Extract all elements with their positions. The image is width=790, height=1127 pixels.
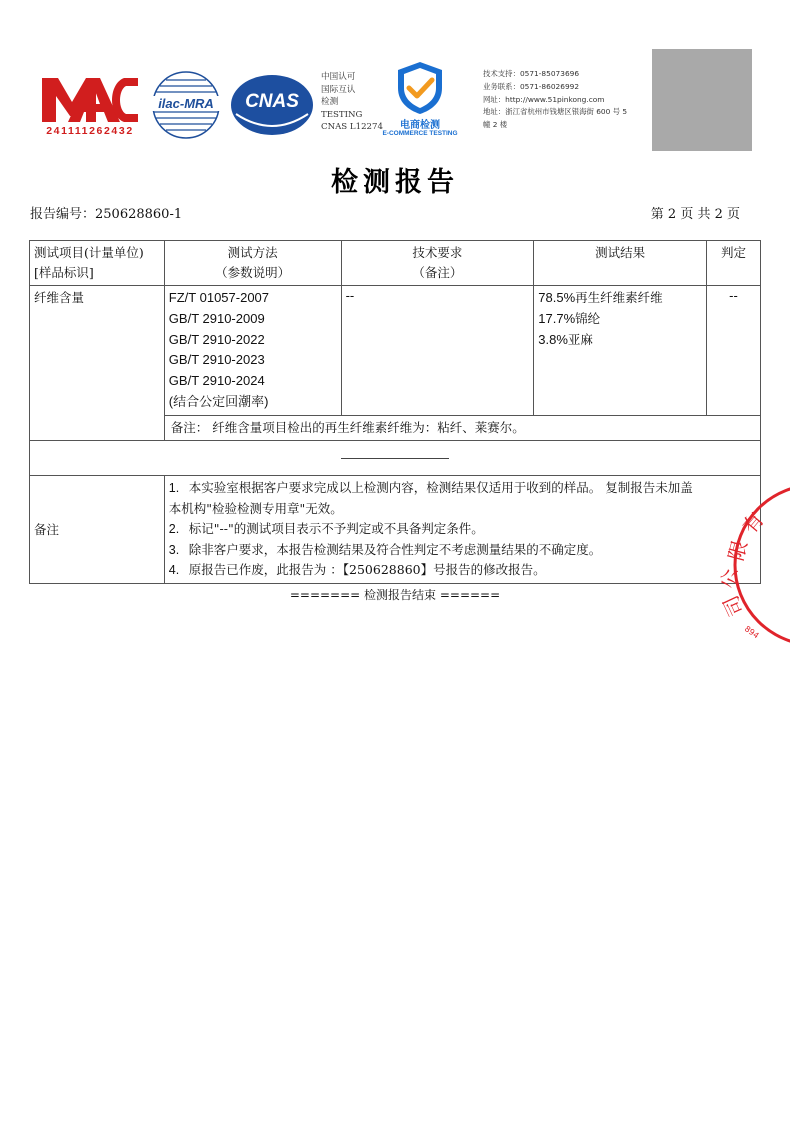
- header-judgement: 判定: [707, 241, 761, 286]
- table-header-row: [30, 241, 761, 286]
- report-end-line: ======= 检测报告结束 ======: [289, 588, 501, 602]
- cma-code: 241111262432: [46, 125, 134, 137]
- method-note: (结合公定回潮率): [168, 393, 269, 409]
- seal-stamp-icon: [700, 480, 790, 650]
- result-line: 17.7%锦纶: [538, 310, 601, 326]
- remark-line: 2. 标记"--"的测试项目表示不予判定或不具备判定条件。: [168, 521, 484, 536]
- svg-text:限: 限: [723, 537, 753, 564]
- cnas-accreditation-info: 中国认可 国际互认 检测 TESTING CNAS L12274: [321, 72, 383, 133]
- method-line: GB/T 2910-2024: [168, 373, 265, 389]
- cma-logo: [38, 70, 142, 138]
- cell-item: 纤维含量: [30, 286, 165, 441]
- company-seal: [700, 480, 790, 650]
- remark-line: 4. 原报告已作废，此报告为 ：【250628860】号报告的修改报告。: [168, 562, 546, 577]
- redacted-photo: [652, 49, 752, 151]
- ecommerce-logo-cn: 电商检测: [400, 120, 440, 131]
- ilac-logo-text: ilac-MRA: [150, 96, 222, 111]
- svg-text:有: 有: [737, 507, 769, 539]
- ilac-mra-logo: [150, 70, 222, 140]
- page-number: 第 2 页 共 2 页: [650, 207, 740, 222]
- contact-address-line2: 幢 2 楼: [483, 120, 508, 130]
- header-result: 测试结果: [534, 241, 707, 286]
- cnas-logo-text: CNAS: [245, 91, 299, 112]
- contact-business: 业务联系：0571-86026992: [483, 81, 580, 91]
- header-item: 测试项目(计量单位) [样品标识]: [30, 241, 165, 286]
- remark-line: 1. 本实验室根据客户要求完成以上检测内容，检测结果仅适用于收到的样品。 复制报告未加盖: [168, 480, 693, 495]
- cell-judgement: --: [707, 286, 761, 416]
- method-line: FZ/T 01057-2007: [168, 290, 270, 305]
- header-method: 测试方法 （参数说明）: [164, 241, 341, 286]
- contact-address: 地址：浙江省杭州市钱塘区银海街 600 号 5: [483, 107, 628, 117]
- test-results-table: [29, 240, 761, 584]
- result-line: 78.5%再生纤维素纤维: [538, 290, 663, 305]
- report-title: 检测报告: [331, 167, 459, 198]
- svg-text:公: 公: [717, 567, 743, 590]
- method-line: GB/T 2910-2022: [168, 331, 265, 347]
- remark-line: 本机构"检验检测专用章"无效。: [168, 500, 343, 516]
- ecommerce-testing-logo: [380, 60, 460, 140]
- separator-cell: [30, 441, 761, 476]
- contact-info: [483, 68, 643, 132]
- cell-results: [534, 286, 707, 416]
- remarks-row: [30, 476, 761, 584]
- cell-requirement: --: [341, 286, 534, 416]
- method-line: GB/T 2910-2023: [168, 352, 265, 368]
- remark-line: 3. 除非客户要求，本报告检测结果及符合性判定不考虑测量结果的不确定度。: [168, 541, 602, 557]
- svg-text:司: 司: [718, 591, 749, 621]
- separator-line: [341, 458, 449, 459]
- result-line: 3.8%亚麻: [538, 331, 593, 347]
- report-number: 报告编号：250628860-1: [30, 207, 183, 222]
- shield-check-icon: [380, 60, 460, 116]
- remarks-cell: [164, 476, 760, 584]
- row-note: 备注： 纤维含量项目检出的再生纤维素纤维为：粘纤、莱赛尔。: [164, 416, 760, 441]
- header-requirement: 技术要求 （备注）: [341, 241, 534, 286]
- table-row: [30, 286, 761, 416]
- method-line: GB/T 2910-2009: [168, 310, 265, 326]
- contact-website[interactable]: 网址：http://www.51pinkong.com: [483, 94, 605, 104]
- cma-mark-icon: [38, 70, 142, 126]
- svg-text:894: 894: [742, 624, 761, 641]
- cnas-logo: [230, 74, 314, 136]
- ecommerce-logo-en: E-COMMERCE TESTING: [382, 130, 458, 137]
- contact-tech-support: 技术支持：0571-85073696: [483, 69, 580, 78]
- remarks-label: 备注: [30, 476, 165, 584]
- cell-methods: [164, 286, 341, 416]
- table-separator-row: [30, 441, 761, 476]
